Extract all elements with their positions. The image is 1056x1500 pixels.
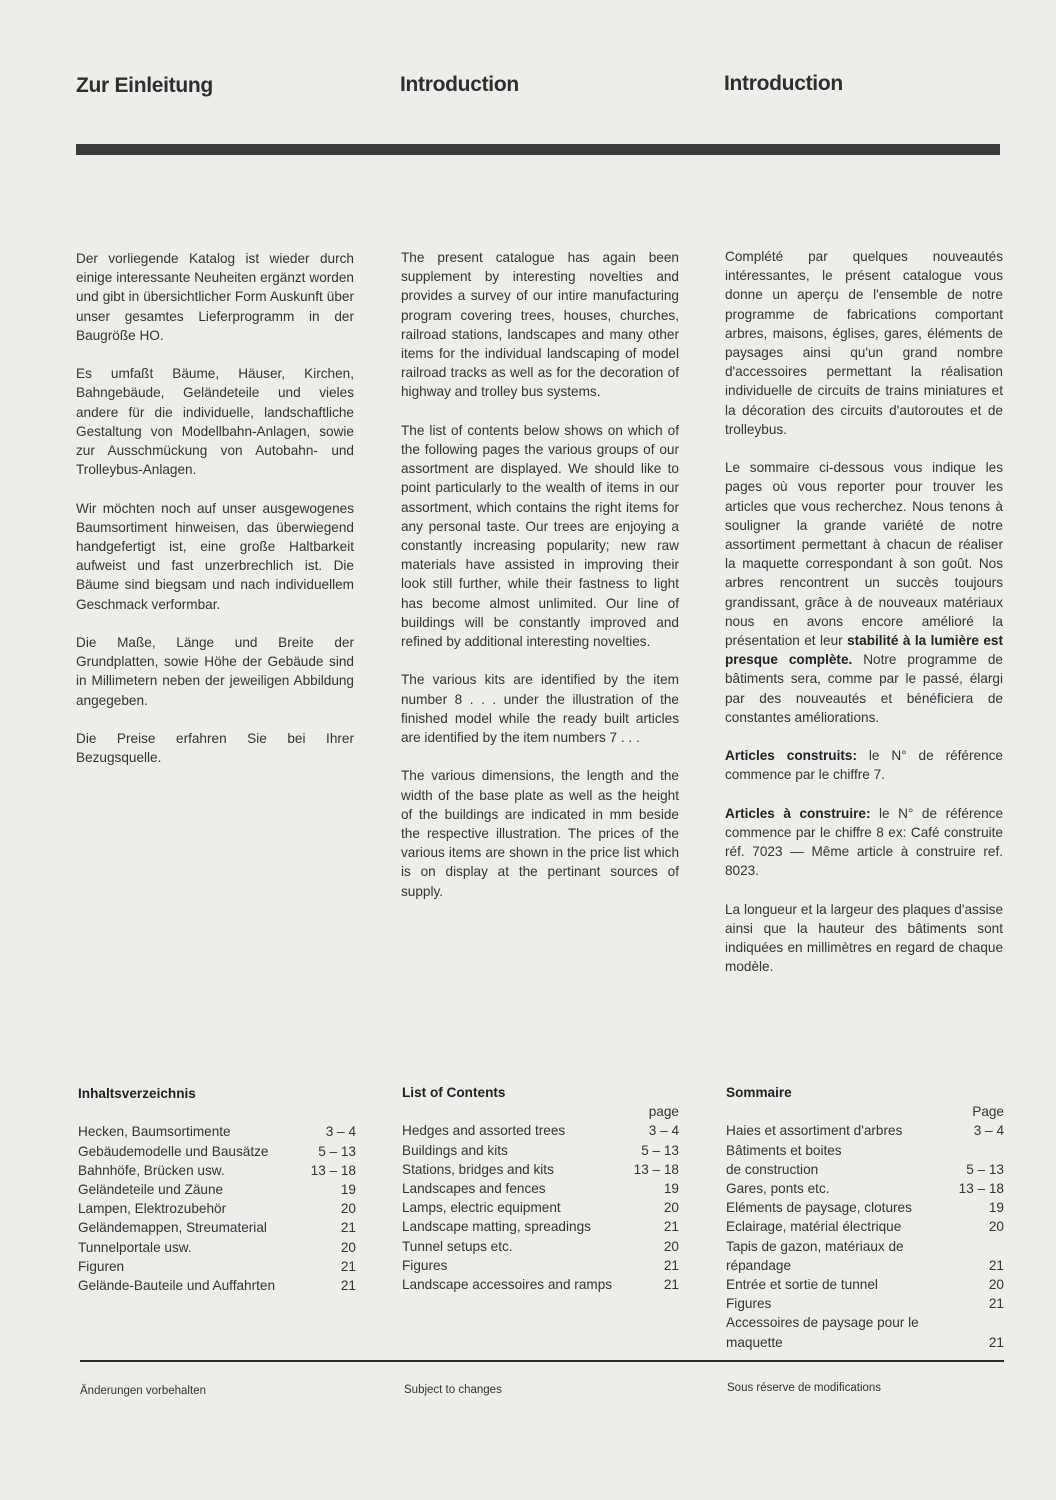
- toc-entry-label: Lampen, Elektrozubehör: [78, 1201, 227, 1217]
- toc-entry-pages: 20: [988, 1277, 1004, 1293]
- toc-entry-label: Buildings and kits: [402, 1142, 508, 1158]
- toc-row: [78, 1199, 356, 1218]
- intro-paragraph: The present catalogue has again been supplement by interesting novelties and provides a survey of our intire manufacturing program covering trees, houses, churches, railroad stations, landscapes and many other items for the individual landscaping of model railroad tracks as well as for the decoration of highway and trolley bus systems.: [401, 250, 679, 400]
- toc-entry-label: Geländeteile und Zäune: [78, 1182, 224, 1197]
- toc-de: [78, 1084, 356, 1295]
- toc-row: [78, 1276, 356, 1295]
- toc-entry-label: Landscapes and fences: [402, 1181, 546, 1197]
- toc-row: [78, 1122, 356, 1141]
- toc-entry-pages: [960, 1237, 1004, 1256]
- toc-entry-label: Tunnel setups etc.: [402, 1238, 513, 1254]
- toc-row: [78, 1180, 356, 1199]
- intro-paragraph: Wir möchten noch auf unser ausgewogenes Baumsortiment hinweisen, das überwiegend handgefertigt ist, eine große Haltbarkeit aufweist und fast unzerbrechlich ist. Die Bäume sind biegsam und nach individuellem Geschmack verformbar.: [76, 500, 354, 612]
- intro-paragraph: Complété par quelques nouveautés intéressantes, le présent catalogue vous donne un aperçu de l'ensemble de notre programme de fabrications comportant arbres, maisons, églises, gares, éléments de paysages ainsi qu'un grand nombre d'accessoires permettant la réalisation individuelle de circuits de trains miniatures et la décoration des circuits d'autoroutes et de trolleybus.: [725, 249, 1003, 437]
- toc-entry-label: Gelände-Bauteile und Auffahrten: [78, 1278, 276, 1294]
- toc-entry-label: Haies et assortiment d'arbres: [726, 1123, 903, 1139]
- toc-entry-pages: 21: [340, 1278, 356, 1294]
- toc-entry-pages: 5 – 13: [318, 1143, 356, 1159]
- toc-page-header: [78, 1103, 356, 1122]
- toc-entry-pages: 20: [340, 1201, 356, 1217]
- toc-entry-pages: 19: [988, 1200, 1004, 1216]
- toc-entry-label: Gebäudemodelle und Bausätze: [78, 1143, 269, 1159]
- toc-entry-pages: 21: [340, 1258, 356, 1274]
- toc-row: [78, 1238, 356, 1257]
- toc-row: [726, 1256, 1004, 1275]
- toc-title: Inhaltsverzeichnis: [78, 1086, 196, 1101]
- toc-row: [402, 1256, 679, 1275]
- text-run: Le sommaire ci-dessous vous indique les pages où vous reporter pour trouver les articles que vous recherchez. Nous tenons à souligner la grande variété de notre assortiment permettant à chacun de réaliser la maquette correspondant à son goût. Nos arbres rencontrent un succès toujours grandissant, grâce à de nouveaux matériaux nous en avons encore amélioré la présentation et leur: [725, 460, 1003, 649]
- toc-entry-label: Stations, bridges and kits: [402, 1161, 554, 1177]
- bold-text-run: stabilité à la lumière est presque complète.: [725, 633, 1004, 668]
- toc-entry-pages: 21: [663, 1219, 679, 1235]
- intro-paragraph: Die Preise erfahren Sie bei Ihrer Bezugsquelle.: [76, 731, 354, 766]
- toc-row: [78, 1161, 356, 1180]
- text-run: Notre programme de bâtiments sera, comme par le passé, élargi par des nouveautés et bénéficiera de constantes améliorations.: [725, 652, 1003, 725]
- toc-entry-label: Landscape matting, spreadings: [402, 1219, 591, 1235]
- toc-entry-label: Figures: [726, 1296, 772, 1312]
- toc-page-header: page: [648, 1104, 679, 1120]
- intro-paragraph: Die Maße, Länge und Breite der Grundplatten, sowie Höhe der Gebäude sind in Millimetern neben der jeweiligen Abbildung angegeben.: [76, 635, 354, 708]
- footer-note-fr: Sous réserve de modifications: [727, 1382, 882, 1394]
- intro-paragraph: The list of contents below shows on which of the following pages the various groups of our assortment are displayed. We should like to point particularly to the wealth of items in our assortment, which contains the right items for any personal taste. Our trees are enjoying a constantly increasing popularity; new raw materials have assisted in improving their look still further, while their fastness to light has become almost unlimited. Our line of buildings will be constantly improved and refined by additional interesting novelties.: [401, 422, 679, 650]
- toc-row: [726, 1333, 1004, 1352]
- toc-entry-label: Figuren: [78, 1258, 125, 1274]
- toc-entry-label: Hecken, Baumsortimente: [78, 1124, 231, 1140]
- intro-paragraph: La longueur et la largeur des plaques d'assise ainsi que la hauteur des bâtiments sont indiquées en millimètres en regard de chaque modèle.: [725, 901, 1003, 975]
- heading-de: Zur Einleitung: [76, 74, 213, 97]
- toc-title: List of Contents: [402, 1085, 506, 1100]
- toc-entry-label: Lamps, electric equipment: [402, 1200, 561, 1216]
- toc-entry-pages: 21: [663, 1277, 679, 1293]
- toc-entry-pages: [960, 1141, 1004, 1160]
- toc-items: [78, 1122, 356, 1295]
- toc-entry-pages: 20: [988, 1219, 1004, 1235]
- toc-entry-pages: 21: [340, 1220, 356, 1236]
- toc-row: [726, 1275, 1004, 1294]
- toc-row: [726, 1160, 1004, 1179]
- toc-entry-pages: 21: [988, 1257, 1004, 1273]
- toc-entry-label: Entrée et sortie de tunnel: [726, 1277, 878, 1293]
- intro-paragraph: [725, 458, 1003, 727]
- toc-row: [726, 1179, 1004, 1198]
- toc-row: [402, 1217, 679, 1236]
- toc-entry-pages: 5 – 13: [966, 1161, 1004, 1177]
- toc-row: [726, 1121, 1004, 1140]
- toc-row: [402, 1198, 679, 1217]
- toc-entry-pages: 13 – 18: [958, 1181, 1004, 1197]
- toc-entry-pages: 13 – 18: [633, 1161, 679, 1177]
- toc-en: [402, 1083, 679, 1294]
- toc-row: [726, 1198, 1004, 1217]
- intro-paragraph: Der vorliegende Katalog ist wieder durch einige interessante Neuheiten ergänzt worden und gibt in übersichtlicher Form Auskunft über unser gesamtes Lieferprogramm in der Baugröße HO.: [76, 251, 354, 343]
- toc-entry-label: Eléments de paysage, clotures: [726, 1200, 912, 1216]
- toc-entry-pages: 20: [663, 1238, 679, 1254]
- intro-column-fr: [725, 247, 1003, 996]
- toc-entry-label: Hedges and assorted trees: [402, 1123, 566, 1139]
- toc-entry-label: Figures: [402, 1257, 448, 1273]
- heading-fr: Introduction: [724, 72, 843, 95]
- toc-entry-pages: 19: [663, 1181, 679, 1197]
- footer-rule: [80, 1360, 1004, 1362]
- toc-entry-label: Tapis de gazon, matériaux de: [726, 1238, 904, 1254]
- toc-entry-label: Bâtiments et boites: [726, 1142, 842, 1158]
- toc-items: [726, 1121, 1004, 1351]
- toc-row: [402, 1160, 679, 1179]
- bold-label: Articles construits:: [725, 748, 858, 764]
- toc-row: [402, 1179, 679, 1198]
- toc-title: Sommaire: [726, 1085, 792, 1100]
- intro-column-de: [76, 249, 354, 787]
- toc-fr: [726, 1083, 1004, 1352]
- toc-entry-pages: 21: [988, 1296, 1004, 1312]
- footer-note-en: Subject to changes: [404, 1384, 502, 1396]
- toc-entry-label: Tunnelportale usw.: [78, 1239, 192, 1255]
- toc-entry-pages: [960, 1313, 1004, 1332]
- toc-row: [402, 1141, 679, 1160]
- toc-entry-label: Geländemappen, Streumaterial: [78, 1220, 267, 1236]
- toc-row: [78, 1257, 356, 1276]
- toc-row: [726, 1313, 1004, 1332]
- toc-row: [726, 1217, 1004, 1236]
- toc-row: [402, 1121, 679, 1140]
- toc-row: [402, 1237, 679, 1256]
- toc-entry-pages: 20: [663, 1200, 679, 1216]
- toc-entry-label: Landscape accessoires and ramps: [402, 1277, 613, 1293]
- toc-entry-pages: 21: [988, 1334, 1004, 1350]
- header-divider-bar: [76, 144, 1000, 155]
- bold-label: Articles à construire:: [725, 805, 871, 821]
- toc-items: [402, 1121, 679, 1294]
- footer-note-de: Änderungen vorbehalten: [80, 1385, 206, 1397]
- toc-row: [726, 1237, 1004, 1256]
- toc-entry-label: répandage: [726, 1257, 792, 1273]
- toc-entry-label: de construction: [726, 1161, 819, 1177]
- intro-paragraph: The various dimensions, the length and the width of the base plate as well as the height of the buildings are indicated in mm beside the respective illustration. The prices of the various items are shown in the price list which is on display at the pertinant sources of supply.: [401, 768, 679, 899]
- toc-entry-label: Accessoires de paysage pour le: [726, 1315, 919, 1331]
- text-run: le N° de référence commence par le chiffre 8 ex: Café construite réf. 7023 — Même article à construire ref. 8023.: [725, 805, 1003, 879]
- heading-en: Introduction: [400, 73, 519, 96]
- toc-entry-pages: 21: [663, 1257, 679, 1273]
- toc-entry-pages: 5 – 13: [641, 1142, 679, 1158]
- toc-entry-pages: 3 – 4: [973, 1123, 1004, 1139]
- text-run: le N° de référence commence par le chiffre 7.: [725, 748, 1003, 783]
- toc-row: [726, 1294, 1004, 1313]
- toc-row: [402, 1275, 679, 1294]
- toc-row: [726, 1141, 1004, 1160]
- toc-entry-pages: 13 – 18: [310, 1162, 356, 1178]
- toc-row: [78, 1142, 356, 1161]
- toc-entry-label: Gares, ponts etc.: [726, 1181, 830, 1197]
- intro-paragraph: Es umfaßt Bäume, Häuser, Kirchen, Bahngebäude, Geländeteile und vieles andere für die individuelle, landschaftliche Gestaltung von Modellbahn-Anlagen, sowie zur Ausschmückung von Autobahn- und Trolleybus-Anlagen.: [76, 366, 354, 478]
- intro-column-en: [401, 248, 679, 920]
- toc-entry-pages: 3 – 4: [325, 1124, 356, 1140]
- toc-entry-pages: 20: [340, 1239, 356, 1255]
- toc-entry-label: Bahnhöfe, Brücken usw.: [78, 1162, 225, 1178]
- intro-paragraph: The various kits are identified by the item number 8 . . . under the illustration of the finished model while the ready built articles are identified by the item numbers 7 . . .: [401, 672, 679, 746]
- toc-row: [78, 1218, 356, 1237]
- toc-entry-pages: 3 – 4: [648, 1123, 679, 1139]
- toc-entry-pages: 19: [340, 1182, 356, 1197]
- intro-paragraph: [725, 804, 1003, 881]
- toc-entry-label: maquette: [726, 1334, 783, 1350]
- toc-page-header: Page: [972, 1104, 1004, 1120]
- intro-paragraph: [725, 746, 1003, 784]
- toc-entry-label: Eclairage, matérial électrique: [726, 1219, 902, 1235]
